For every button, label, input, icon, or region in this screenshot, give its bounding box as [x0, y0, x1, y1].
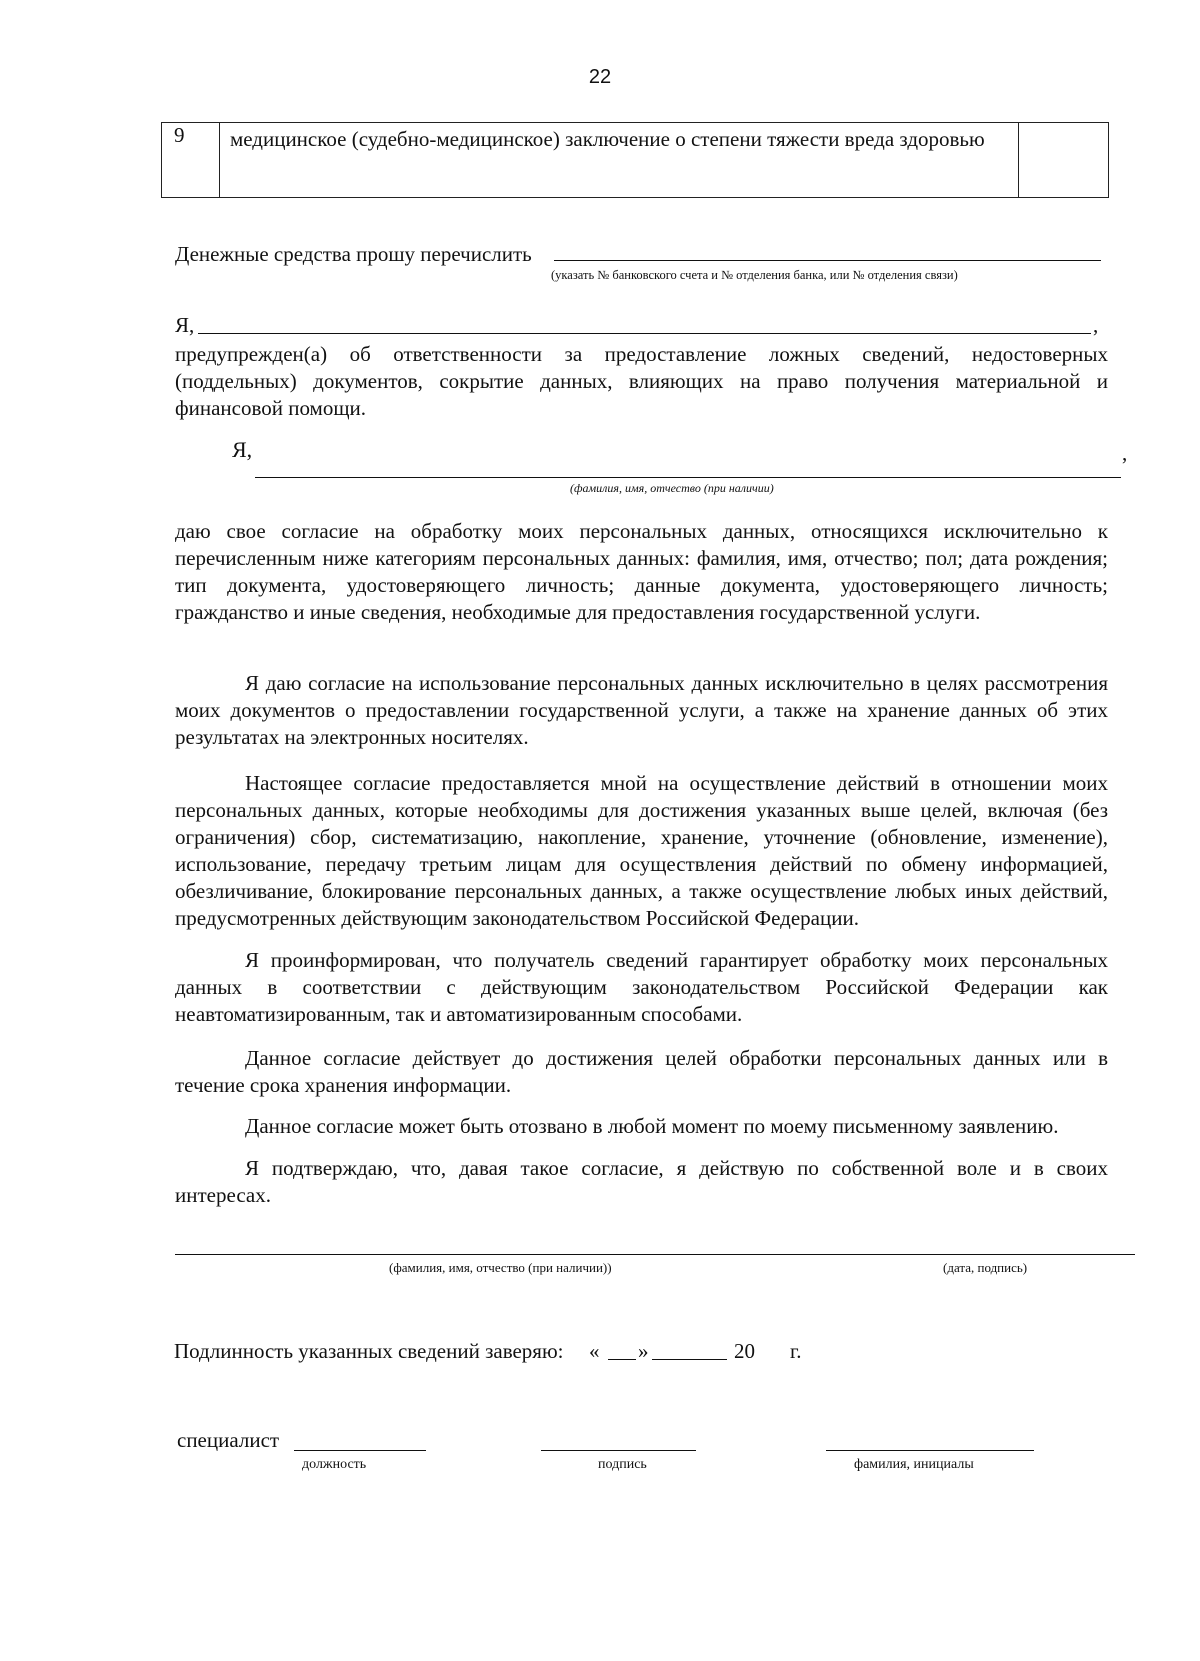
specialist-name-field[interactable] — [826, 1450, 1034, 1451]
transfer-label: Денежные средства прошу перечислить — [175, 242, 532, 266]
consent-name-field[interactable] — [255, 477, 1121, 478]
consent-prefix: Я, — [232, 437, 253, 462]
authenticity-quote-close: » — [638, 1339, 649, 1363]
consent-paragraph-1: даю свое согласие на обработку моих персональных данных, относящихся исключительно к перечисленным ниже категориям персональных данных: фамилия, имя, отчество; пол; дата рождения; тип документа, удостоверяющего личность; данные документа, удостоверяющего личность; гражданство и иные сведения, необходимые для предоставления государственной услуги. — [175, 519, 1108, 624]
specialist-signature-caption: подпись — [598, 1457, 647, 1472]
transfer-caption: (указать № банковского счета и № отделения банка, или № отделения связи) — [551, 268, 958, 282]
row-number: 9 — [162, 123, 220, 198]
authenticity-year-prefix: 20 — [734, 1339, 755, 1363]
consent-comma: , — [1122, 441, 1128, 465]
consent-paragraph-3: Настоящее согласие предоставляется мной на осуществление действий в отношении моих персональных данных, которые необходимы для достижения указанных выше целей, включая (без ограничения) сбор, систематизацию, накопление, хранение, уточнение (обновление, изменение), использование, передачу третьим лицам для осуществления действий по обмену информацией, обезличивание, блокирование персональных данных, а также осуществление любых иных действий, предусмотренных действующим законодательством Российской Федерации. — [175, 771, 1108, 930]
warning-text: предупрежден(а) об ответственности за предоставление ложных сведений, недостоверных (поддельных) документов, сокрытие данных, влияющих на право получения материальной и финансовой помощи. — [175, 342, 1108, 420]
specialist-name-caption: фамилия, инициалы — [854, 1457, 974, 1472]
consent-paragraph-2: Я даю согласие на использование персональных данных исключительно в целях рассмотрения моих документов о предоставлении государственной услуги, а также на хранение данных об этих результатах на электронных носителях. — [175, 671, 1108, 749]
page-number: 22 — [588, 66, 612, 88]
row-text: медицинское (судебно-медицинское) заключение о степени тяжести вреда здоровью — [219, 123, 1018, 198]
warning-prefix: Я, — [175, 313, 195, 337]
documents-table — [161, 122, 1109, 198]
consent-paragraph-5: Данное согласие действует до достижения целей обработки персональных данных или в течение срока хранения информации. — [175, 1046, 1108, 1097]
table-row — [162, 123, 1109, 198]
specialist-position-caption: должность — [302, 1457, 367, 1472]
authenticity-year-suffix: г. — [790, 1339, 802, 1363]
specialist-position-field[interactable] — [294, 1450, 426, 1451]
warning-comma: , — [1093, 313, 1099, 337]
specialist-label: специалист — [177, 1428, 280, 1452]
signature-field[interactable] — [175, 1254, 1135, 1255]
consent-paragraph-7: Я подтверждаю, что, давая такое согласие, я действую по собственной воле и в своих интересах. — [175, 1156, 1108, 1207]
authenticity-day-field[interactable] — [608, 1359, 636, 1360]
signature-date-caption: (дата, подпись) — [943, 1260, 1028, 1275]
transfer-account-field[interactable] — [554, 260, 1101, 261]
row-mark-cell — [1019, 123, 1109, 198]
specialist-signature-field[interactable] — [541, 1450, 696, 1451]
warning-name-field[interactable] — [198, 333, 1091, 334]
authenticity-quote-open: « — [589, 1339, 600, 1363]
consent-name-caption: (фамилия, имя, отчество (при наличии) — [570, 481, 774, 495]
signature-name-caption: (фамилия, имя, отчество (при наличии)) — [389, 1260, 612, 1275]
authenticity-month-field[interactable] — [652, 1359, 727, 1360]
consent-paragraph-4: Я проинформирован, что получатель сведений гарантирует обработку моих персональных данных в соответствии с действующим законодательством Российской Федерации как неавтоматизированным, так и автоматизированным способами. — [175, 948, 1108, 1026]
consent-paragraph-6: Данное согласие может быть отозвано в любой момент по моему письменному заявлению. — [245, 1114, 1059, 1138]
authenticity-label: Подлинность указанных сведений заверяю: — [174, 1339, 564, 1363]
